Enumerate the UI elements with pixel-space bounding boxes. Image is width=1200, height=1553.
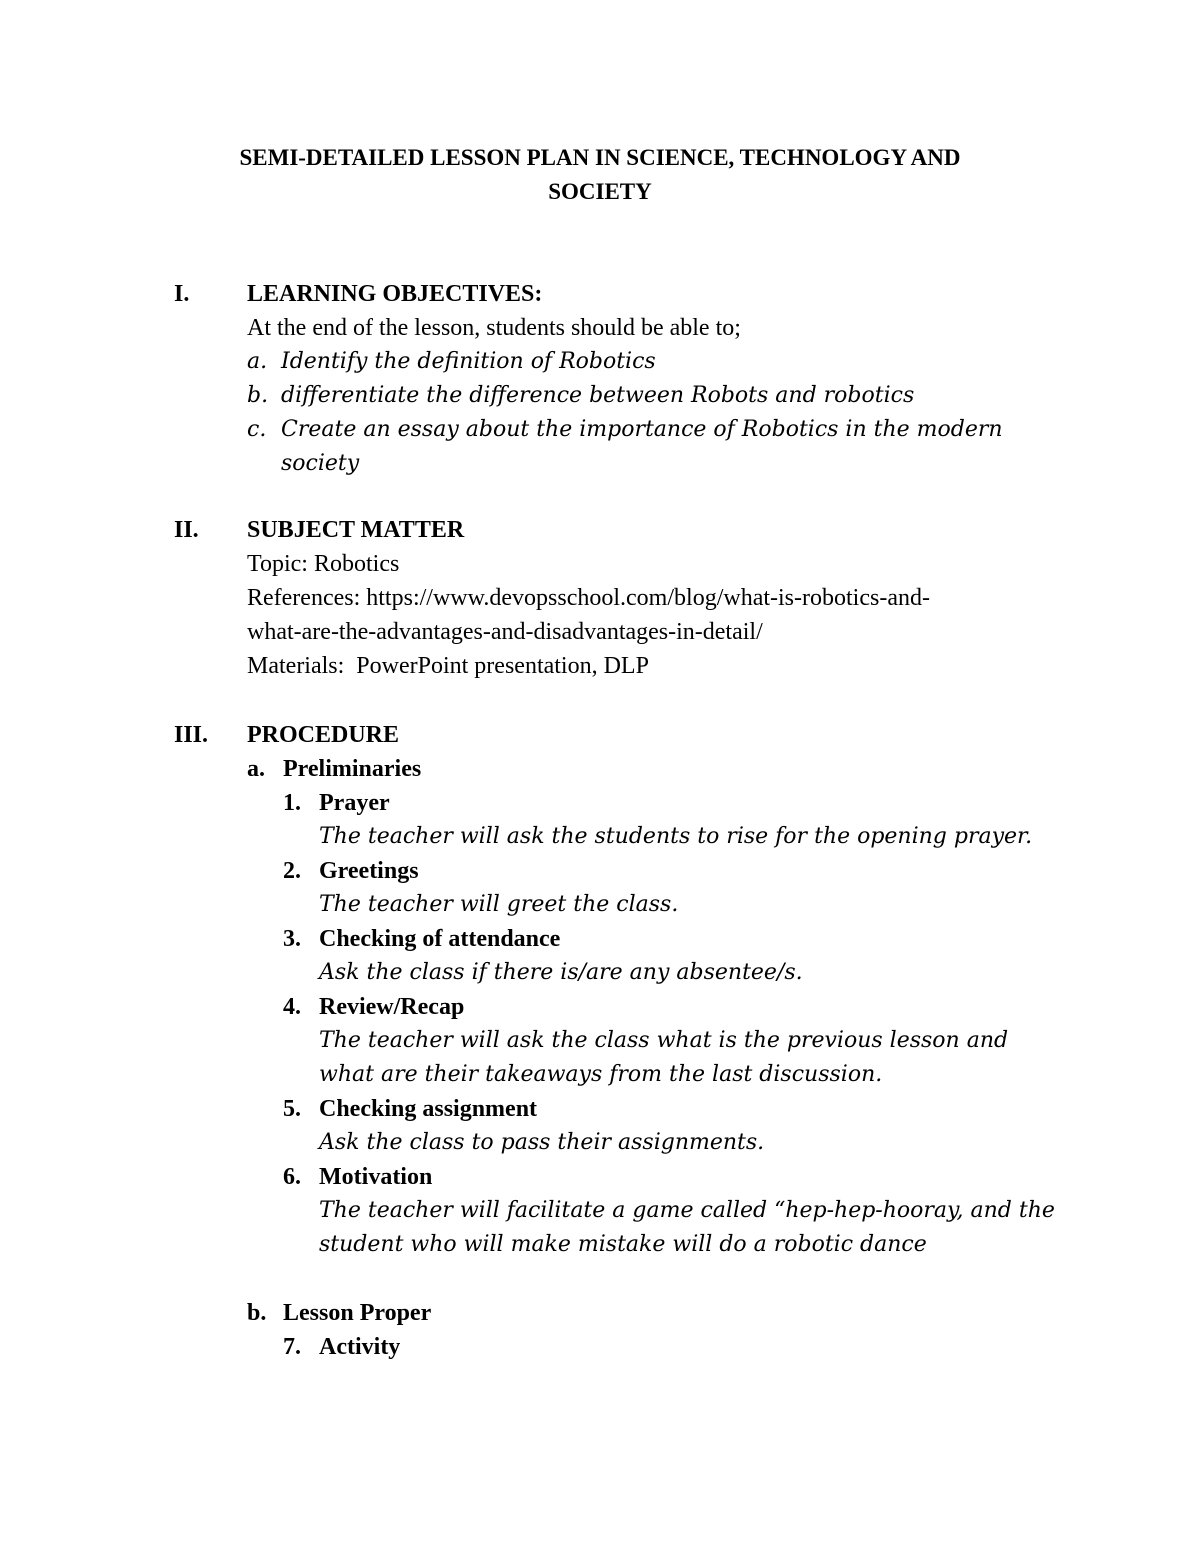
part-a-heading (247, 752, 1070, 786)
step-number: 6. (283, 1164, 301, 1190)
topic-line: Topic: Robotics (247, 551, 400, 577)
part-label: Lesson Proper (283, 1300, 432, 1326)
procedure-step (283, 922, 1070, 990)
step-number: 7. (283, 1334, 301, 1360)
procedure-step (283, 1160, 1070, 1262)
title-line-1: SEMI-DETAILED LESSON PLAN IN SCIENCE, TECHNOLOGY AND (239, 145, 961, 170)
procedure-step (283, 786, 1070, 854)
step-number: 2. (283, 858, 301, 884)
part-b-heading (247, 1296, 1070, 1330)
references-line-2: what-are-the-advantages-and-disadvantages-in-detail/ (247, 619, 763, 645)
procedure-step (283, 854, 1070, 922)
objective-text: Identify the definition of Robotics (281, 349, 656, 374)
materials-line: Materials: PowerPoint presentation, DLP (247, 653, 649, 679)
step-number: 4. (283, 994, 301, 1020)
document-title (150, 141, 1050, 209)
objective-letter: a. (247, 349, 268, 374)
section-numeral: II. (174, 517, 199, 543)
step-number: 5. (283, 1096, 301, 1122)
step-description: Ask the class to pass their assignments. (319, 1130, 765, 1155)
step-title: Checking of attendance (319, 926, 561, 952)
step-number: 1. (283, 790, 301, 816)
objective-letter: b. (247, 383, 269, 408)
step-title: Prayer (319, 790, 390, 816)
step-description: The teacher will facilitate a game called “hep-hep-hooray, and the student who will make mistake will do a robotic dance (319, 1198, 1055, 1257)
step-description: The teacher will ask the class what is the previous lesson and what are their takeaways from the last discussion. (319, 1028, 1009, 1087)
section-heading: SUBJECT MATTER (247, 517, 465, 543)
procedure-step (283, 990, 1070, 1092)
objective-item (247, 345, 1070, 379)
procedure-step (283, 1092, 1070, 1160)
step-title: Greetings (319, 858, 419, 884)
title-line-2: SOCIETY (548, 179, 652, 204)
step-title: Review/Recap (319, 994, 465, 1020)
section-numeral: III. (174, 722, 209, 748)
section-heading: PROCEDURE (247, 722, 400, 748)
section-procedure (174, 718, 1070, 1364)
step-description: The teacher will ask the students to rise for the opening prayer. (319, 824, 1033, 849)
procedure-step (283, 1330, 1070, 1364)
objective-letter: c. (247, 417, 267, 442)
part-letter: b. (247, 1300, 267, 1326)
section-numeral: I. (174, 281, 190, 307)
objective-item (247, 413, 1070, 481)
step-number: 3. (283, 926, 301, 952)
step-title: Motivation (319, 1164, 433, 1190)
step-title: Activity (319, 1334, 401, 1360)
section-subject-matter (174, 513, 1070, 683)
step-description: Ask the class if there is/are any absentee/s. (319, 960, 803, 985)
step-title: Checking assignment (319, 1096, 538, 1122)
section-learning-objectives (174, 277, 1070, 481)
part-label: Preliminaries (283, 756, 422, 782)
objective-text: differentiate the difference between Robots and robotics (281, 383, 915, 408)
objective-text: Create an essay about the importance of Robotics in the modern society (281, 417, 1003, 476)
objective-item (247, 379, 1070, 413)
section-heading: LEARNING OBJECTIVES: (247, 281, 543, 307)
part-letter: a. (247, 756, 265, 782)
objectives-intro: At the end of the lesson, students should be able to; (247, 315, 741, 341)
references-line-1: References: https://www.devopsschool.com/blog/what-is-robotics-and- (247, 585, 930, 611)
step-description: The teacher will greet the class. (319, 892, 679, 917)
